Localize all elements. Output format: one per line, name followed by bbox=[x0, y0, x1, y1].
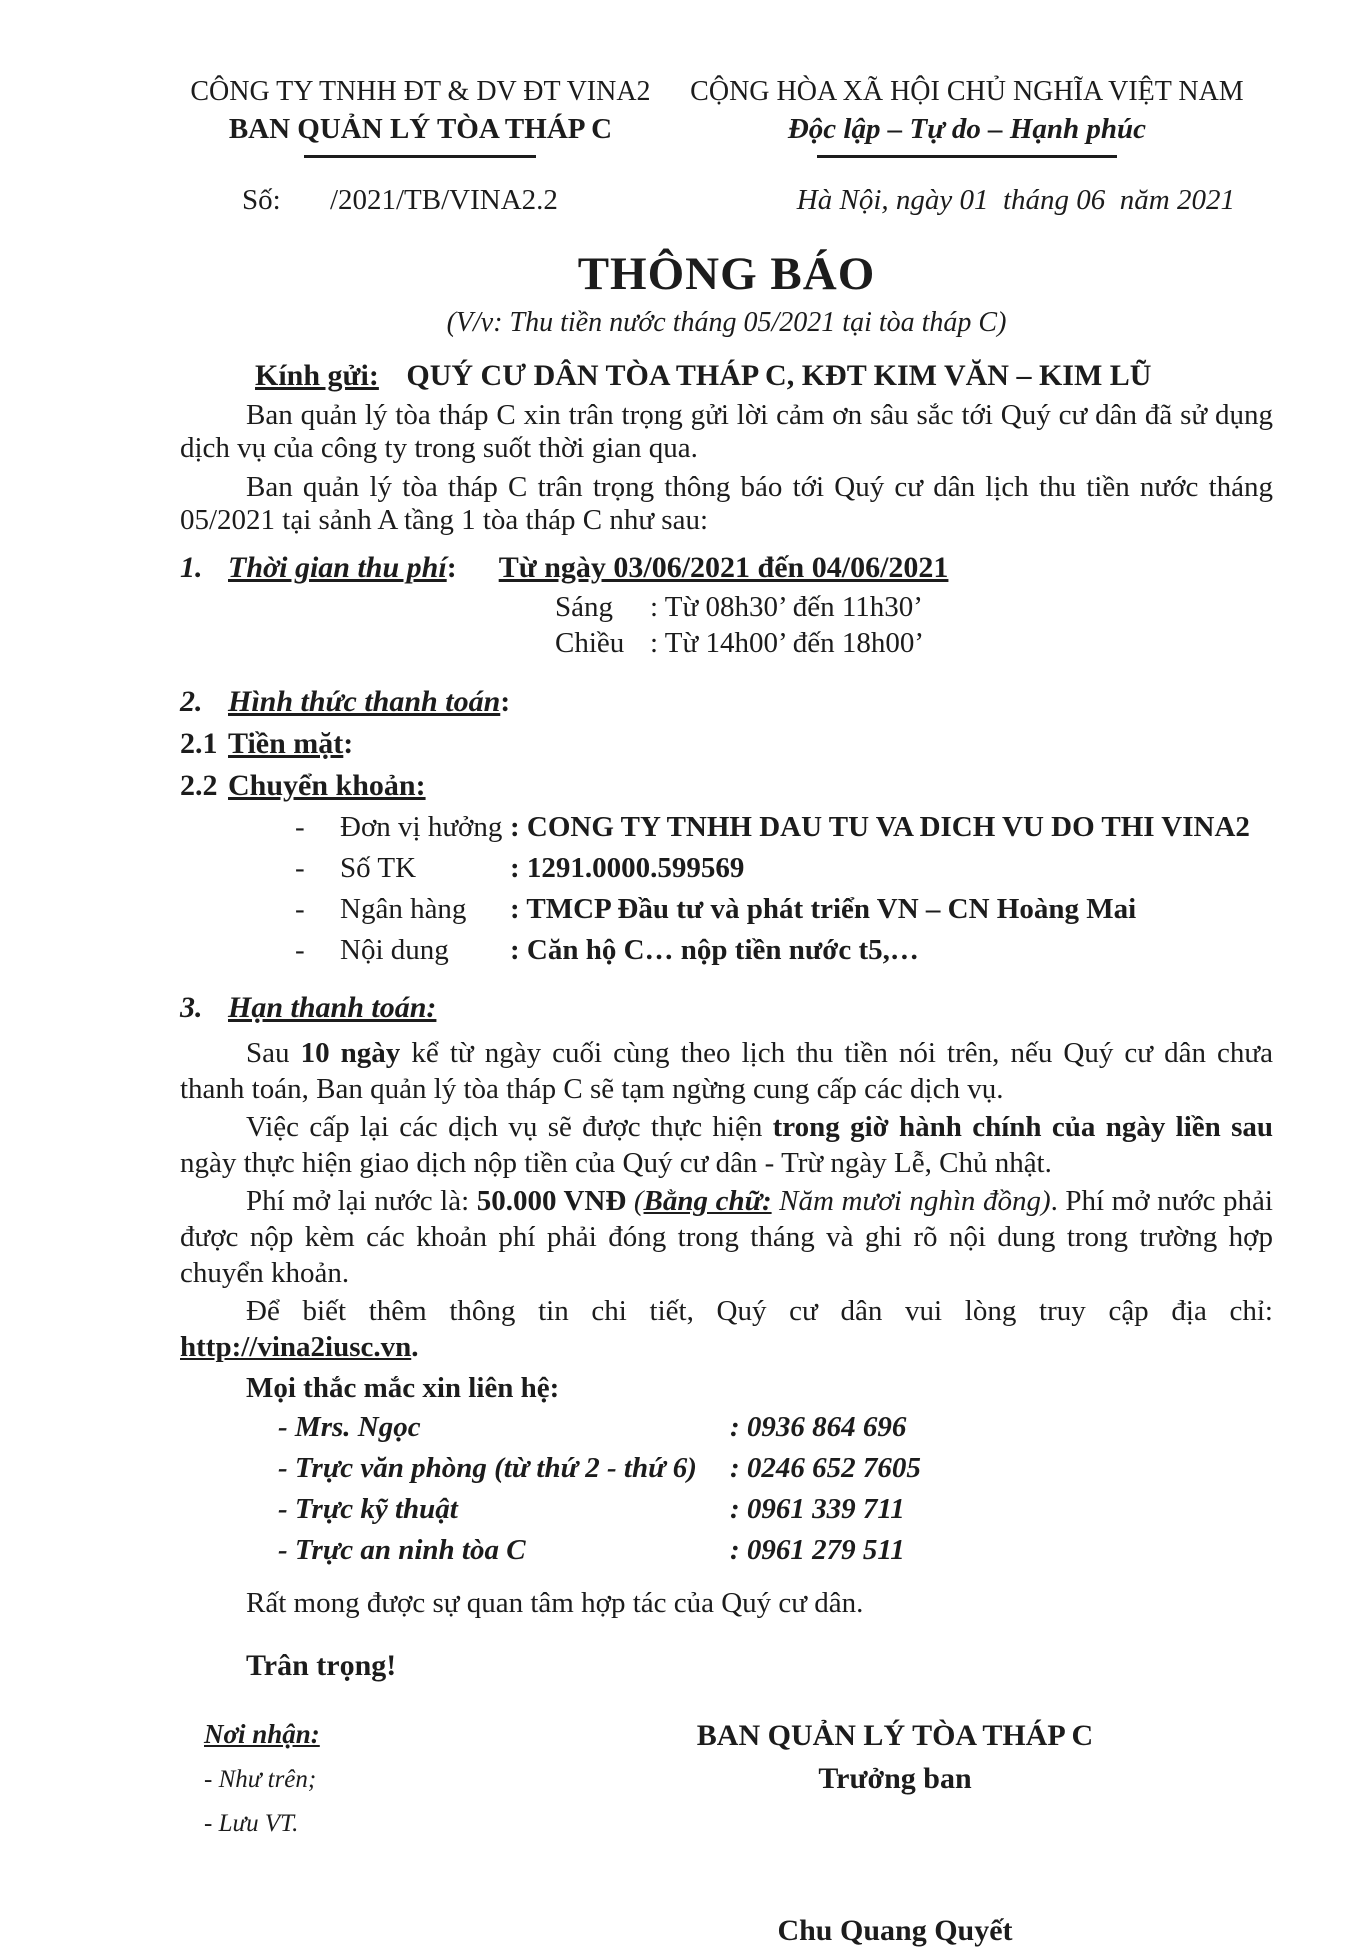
regards: Trân trọng! bbox=[246, 1649, 397, 1682]
afternoon-label: Chiều bbox=[555, 627, 625, 659]
bank-transfer-label: Chuyển khoản: bbox=[228, 769, 426, 802]
contact-name: - Trực văn phòng (từ thứ 2 - thứ 6) bbox=[278, 1452, 697, 1484]
transfer-note-label: Nội dung bbox=[340, 934, 449, 966]
document-title: THÔNG BÁO bbox=[577, 248, 876, 300]
section-2-2-heading bbox=[180, 769, 1273, 803]
bullet-dash: - bbox=[295, 852, 305, 884]
letterhead-right-rule bbox=[817, 155, 1117, 158]
section-1-number: 1. bbox=[180, 551, 203, 584]
contact-name: - Trực kỹ thuật bbox=[278, 1493, 458, 1525]
contact-name: - Trực an ninh tòa C bbox=[278, 1534, 526, 1566]
account-number-value: : 1291.0000.599569 bbox=[510, 852, 745, 884]
section-2-1-colon: : bbox=[343, 727, 354, 760]
service-restore-paragraph: Việc cấp lại các dịch vụ sẽ được thực hiện trong giờ hành chính của ngày liền sau ngày thực hiện giao dịch nộp tiền của Quý cư dân - Trừ ngày Lễ, Chủ nhật. bbox=[180, 1111, 1273, 1179]
company-name: CÔNG TY TNHH ĐT & DV ĐT VINA2 bbox=[190, 76, 651, 107]
recipients-heading: Nơi nhận: bbox=[204, 1719, 320, 1749]
document-number-row bbox=[180, 184, 1273, 217]
salutation-label: Kính gửi: bbox=[255, 359, 379, 392]
morning-hours-row bbox=[555, 589, 1273, 625]
section-1-label: Thời gian thu phí bbox=[228, 551, 447, 584]
account-number-label: Số TK bbox=[340, 852, 417, 884]
in-words-label: Bằng chữ: bbox=[643, 1185, 772, 1217]
intro-paragraph: Ban quản lý tòa tháp C trân trọng thông báo tới Quý cư dân lịch thu tiền nước tháng 05/2021 tại sảnh A tầng 1 tòa tháp C như sau: bbox=[180, 471, 1273, 536]
contact-name: - Mrs. Ngọc bbox=[278, 1411, 421, 1443]
document-number-label: Số: bbox=[242, 184, 281, 216]
bank-name-label: Ngân hàng bbox=[340, 893, 467, 925]
morning-label: Sáng bbox=[555, 591, 613, 623]
deadline-paragraph: Sau 10 ngày kể từ ngày cuối cùng theo lịch thu tiền nói trên, nếu Quý cư dân chưa thanh toán, Ban quản lý tòa tháp C sẽ tạm ngừng cung cấp các dịch vụ. bbox=[180, 1037, 1274, 1105]
place-and-date: Hà Nội, ngày 01 tháng 06 năm 2021 bbox=[796, 184, 1235, 216]
cash-label: Tiền mặt bbox=[228, 727, 344, 760]
section-2-1-heading bbox=[180, 727, 1273, 761]
contact-list bbox=[180, 1407, 1273, 1571]
collection-hours bbox=[555, 589, 1273, 661]
letterhead bbox=[180, 76, 1273, 158]
bullet-dash: - bbox=[295, 893, 305, 925]
bank-row-transfer-note bbox=[180, 930, 1273, 971]
signature-name: Chu Quang Quyết bbox=[777, 1914, 1013, 1947]
bank-row-account bbox=[180, 848, 1273, 889]
collection-dates: Từ ngày 03/06/2021 đến 04/06/2021 bbox=[498, 551, 949, 584]
afternoon-hours: : Từ 14h00’ đến 18h00’ bbox=[650, 627, 924, 659]
reconnection-fee-paragraph: Phí mở lại nước là: 50.000 VNĐ (Bằng chữ: Năm mươi nghìn đồng). Phí mở nước phải được nộp kèm các khoản phí phải đóng trong tháng và ghi rõ nội dung trong trường hợp chuyển khoản. bbox=[180, 1185, 1273, 1289]
fee-amount: 50.000 VNĐ bbox=[476, 1185, 634, 1217]
letterhead-company-block bbox=[180, 76, 661, 158]
recipient-item: - Như trên; bbox=[204, 1766, 317, 1793]
document-footer bbox=[180, 1719, 1273, 1948]
section-2-colon: : bbox=[500, 685, 511, 718]
contact-phone: : 0961 279 511 bbox=[730, 1534, 905, 1566]
section-2-label: Hình thức thanh toán bbox=[228, 685, 501, 718]
morning-hours: : Từ 08h30’ đến 11h30’ bbox=[650, 591, 923, 623]
management-board-name: BAN QUẢN LÝ TÒA THÁP C bbox=[228, 113, 613, 145]
signature-org: BAN QUẢN LÝ TÒA THÁP C bbox=[696, 1719, 1094, 1752]
section-2-2-number: 2.2 bbox=[180, 769, 218, 802]
document-number bbox=[242, 184, 558, 217]
bank-row-beneficiary bbox=[180, 807, 1273, 848]
restore-time-phrase: trong giờ hành chính của ngày liền sau bbox=[772, 1111, 1273, 1143]
contact-row-office bbox=[180, 1448, 1273, 1489]
intro-paragraph: Ban quản lý tòa tháp C xin trân trọng gửi lời cảm ơn sâu sắc tới Quý cư dân đã sử dụng dịch vụ của công ty trong suốt thời gian qua. bbox=[180, 399, 1273, 464]
section-2-1-number: 2.1 bbox=[180, 727, 218, 760]
contact-row-technical bbox=[180, 1489, 1273, 1530]
section-1-heading bbox=[180, 551, 1273, 585]
signature-block bbox=[675, 1719, 1115, 1948]
bank-details bbox=[180, 807, 1273, 971]
recipient-item: - Lưu VT. bbox=[204, 1810, 299, 1837]
section-3-heading bbox=[180, 991, 1273, 1025]
contact-phone: : 0961 339 711 bbox=[730, 1493, 905, 1525]
letterhead-national-block bbox=[661, 76, 1273, 158]
bullet-dash: - bbox=[295, 934, 305, 966]
document-number-value: /2021/TB/VINA2.2 bbox=[329, 184, 558, 216]
document-subject: (V/v: Thu tiền nước tháng 05/2021 tại tòa tháp C) bbox=[446, 307, 1007, 338]
website-link[interactable]: http://vina2iusc.vn bbox=[180, 1331, 412, 1363]
afternoon-hours-row bbox=[555, 625, 1273, 661]
national-motto: Độc lập – Tự do – Hạnh phúc bbox=[787, 113, 1147, 145]
contact-phone: : 0246 652 7605 bbox=[730, 1452, 921, 1484]
closing-sentence: Rất mong được sự quan tâm hợp tác của Quý cư dân. bbox=[246, 1587, 864, 1619]
beneficiary-value: : CONG TY TNHH DAU TU VA DICH VU DO THI VINA2 bbox=[510, 811, 1250, 843]
section-3-label: Hạn thanh toán: bbox=[228, 991, 437, 1024]
national-title: CỘNG HÒA XÃ HỘI CHỦ NGHĨA VIỆT NAM bbox=[690, 76, 1244, 107]
contact-row-ngoc bbox=[180, 1407, 1273, 1448]
recipients-block bbox=[180, 1719, 617, 1948]
salutation bbox=[255, 359, 1273, 393]
salutation-recipient: QUÝ CƯ DÂN TÒA THÁP C, KĐT KIM VĂN – KIM LŨ bbox=[406, 359, 1152, 392]
contact-heading: Mọi thắc mắc xin liên hệ: bbox=[246, 1372, 560, 1404]
bullet-dash: - bbox=[295, 811, 305, 843]
deadline-days: 10 ngày bbox=[300, 1037, 401, 1069]
section-1-colon: : bbox=[446, 551, 457, 584]
website-paragraph: Để biết thêm thông tin chi tiết, Quý cư dân vui lòng truy cập địa chỉ: http://vina2iusc.vn. bbox=[180, 1295, 1273, 1363]
transfer-note-value: : Căn hộ C… nộp tiền nước t5,… bbox=[510, 934, 919, 966]
section-2-number: 2. bbox=[180, 685, 203, 718]
section-3-number: 3. bbox=[180, 991, 203, 1024]
letterhead-left-rule bbox=[304, 155, 536, 158]
bank-row-bank-name bbox=[180, 889, 1273, 930]
contact-phone: : 0936 864 696 bbox=[730, 1411, 907, 1443]
fee-in-words: Năm mươi nghìn đồng) bbox=[771, 1185, 1051, 1217]
contact-row-security bbox=[180, 1530, 1273, 1571]
section-2-heading bbox=[180, 685, 1273, 719]
signature-role: Trưởng ban bbox=[818, 1762, 972, 1795]
beneficiary-label: Đơn vị hưởng bbox=[340, 811, 503, 843]
bank-name-value: : TMCP Đầu tư và phát triển VN – CN Hoàng Mai bbox=[510, 893, 1137, 925]
